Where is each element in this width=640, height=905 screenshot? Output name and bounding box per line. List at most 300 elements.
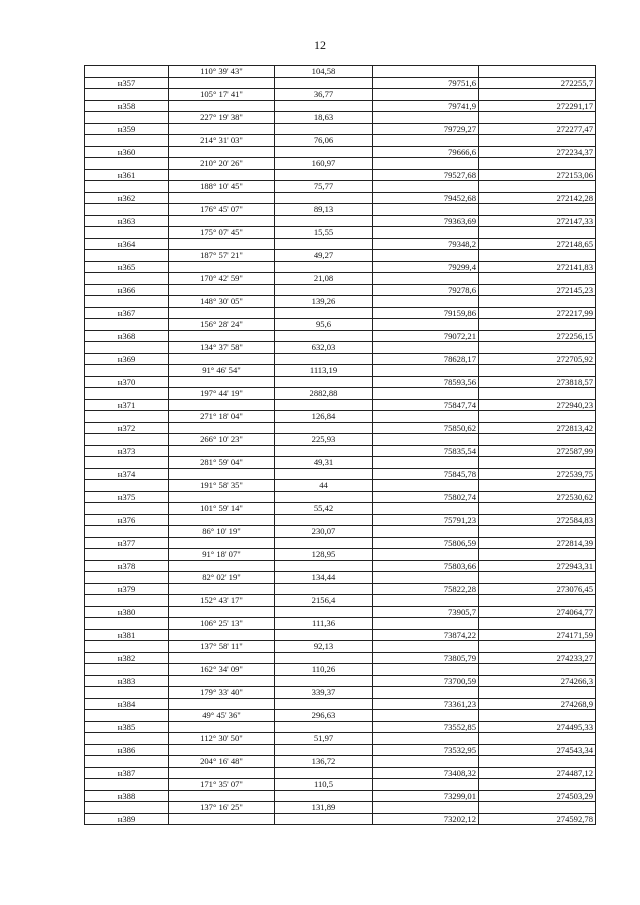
y-coordinate-cell: 272813,42 — [479, 422, 596, 434]
y-coordinate-cell: 272217,99 — [479, 307, 596, 319]
table-row — [85, 802, 596, 814]
direction-angle-cell: 271° 18' 04" — [169, 411, 275, 423]
point-id-cell — [85, 733, 169, 745]
x-coordinate-cell — [373, 641, 479, 653]
x-coordinate-cell: 75850,62 — [373, 422, 479, 434]
segment-length-cell: 44 — [275, 480, 373, 492]
point-id-cell — [85, 434, 169, 446]
point-id-cell: н366 — [85, 284, 169, 296]
x-coordinate-cell — [373, 710, 479, 722]
point-id-cell — [85, 388, 169, 400]
point-id-cell — [85, 687, 169, 699]
table-row — [85, 664, 596, 676]
point-id-cell — [85, 802, 169, 814]
y-coordinate-cell — [479, 204, 596, 216]
table-row — [85, 641, 596, 653]
table-row — [85, 595, 596, 607]
table-row — [85, 158, 596, 170]
point-id-cell — [85, 342, 169, 354]
point-id-cell: н365 — [85, 261, 169, 273]
segment-length-cell: 110,26 — [275, 664, 373, 676]
table-row — [85, 549, 596, 561]
segment-length-cell: 230,07 — [275, 526, 373, 538]
y-coordinate-cell: 272142,28 — [479, 192, 596, 204]
direction-angle-cell — [169, 445, 275, 457]
y-coordinate-cell: 272153,06 — [479, 169, 596, 181]
x-coordinate-cell: 79363,69 — [373, 215, 479, 227]
direction-angle-cell: 82° 02' 19" — [169, 572, 275, 584]
x-coordinate-cell: 79299,4 — [373, 261, 479, 273]
y-coordinate-cell: 272584,83 — [479, 514, 596, 526]
y-coordinate-cell — [479, 296, 596, 308]
segment-length-cell — [275, 744, 373, 756]
direction-angle-cell — [169, 629, 275, 641]
x-coordinate-cell — [373, 434, 479, 446]
point-id-cell: н378 — [85, 560, 169, 572]
segment-length-cell: 160,97 — [275, 158, 373, 170]
table-row — [85, 710, 596, 722]
x-coordinate-cell: 73361,23 — [373, 698, 479, 710]
segment-length-cell: 104,58 — [275, 66, 373, 78]
segment-length-cell: 296,63 — [275, 710, 373, 722]
direction-angle-cell — [169, 146, 275, 158]
direction-angle-cell: 49° 45' 36" — [169, 710, 275, 722]
table-row — [85, 399, 596, 411]
point-id-cell: н369 — [85, 353, 169, 365]
point-id-cell: н364 — [85, 238, 169, 250]
x-coordinate-cell — [373, 457, 479, 469]
direction-angle-cell: 214° 31' 03" — [169, 135, 275, 147]
segment-length-cell: 75,77 — [275, 181, 373, 193]
table-row — [85, 204, 596, 216]
y-coordinate-cell: 274592,78 — [479, 813, 596, 825]
direction-angle-cell — [169, 238, 275, 250]
segment-length-cell — [275, 606, 373, 618]
direction-angle-cell — [169, 261, 275, 273]
table-row — [85, 261, 596, 273]
segment-length-cell — [275, 560, 373, 572]
segment-length-cell: 136,72 — [275, 756, 373, 768]
x-coordinate-cell: 75845,78 — [373, 468, 479, 480]
y-coordinate-cell — [479, 181, 596, 193]
table-row — [85, 146, 596, 158]
x-coordinate-cell: 79159,86 — [373, 307, 479, 319]
table-row — [85, 215, 596, 227]
x-coordinate-cell — [373, 388, 479, 400]
direction-angle-cell: 188° 10' 45" — [169, 181, 275, 193]
point-id-cell — [85, 756, 169, 768]
x-coordinate-cell: 79729,27 — [373, 123, 479, 135]
x-coordinate-cell: 75835,54 — [373, 445, 479, 457]
direction-angle-cell — [169, 123, 275, 135]
x-coordinate-cell: 75847,74 — [373, 399, 479, 411]
direction-angle-cell: 191° 58' 35" — [169, 480, 275, 492]
x-coordinate-cell: 75803,66 — [373, 560, 479, 572]
point-id-cell: н372 — [85, 422, 169, 434]
point-id-cell — [85, 526, 169, 538]
table-row — [85, 779, 596, 791]
table-row — [85, 112, 596, 124]
x-coordinate-cell — [373, 503, 479, 515]
point-id-cell — [85, 457, 169, 469]
segment-length-cell: 49,31 — [275, 457, 373, 469]
direction-angle-cell — [169, 192, 275, 204]
direction-angle-cell: 112° 30' 50" — [169, 733, 275, 745]
table-row — [85, 560, 596, 572]
x-coordinate-cell — [373, 273, 479, 285]
y-coordinate-cell — [479, 595, 596, 607]
segment-length-cell: 76,06 — [275, 135, 373, 147]
direction-angle-cell — [169, 675, 275, 687]
x-coordinate-cell — [373, 480, 479, 492]
point-id-cell — [85, 250, 169, 262]
table-row — [85, 330, 596, 342]
table-row — [85, 652, 596, 664]
y-coordinate-cell: 274487,12 — [479, 767, 596, 779]
x-coordinate-cell: 78628,17 — [373, 353, 479, 365]
direction-angle-cell — [169, 422, 275, 434]
y-coordinate-cell: 274503,29 — [479, 790, 596, 802]
point-id-cell: н357 — [85, 77, 169, 89]
segment-length-cell: 2156,4 — [275, 595, 373, 607]
table-row — [85, 687, 596, 699]
direction-angle-cell: 91° 18' 07" — [169, 549, 275, 561]
direction-angle-cell: 179° 33' 40" — [169, 687, 275, 699]
table-row — [85, 411, 596, 423]
point-id-cell — [85, 572, 169, 584]
x-coordinate-cell: 73805,79 — [373, 652, 479, 664]
y-coordinate-cell: 272530,62 — [479, 491, 596, 503]
y-coordinate-cell: 272145,23 — [479, 284, 596, 296]
segment-length-cell: 632,03 — [275, 342, 373, 354]
segment-length-cell — [275, 77, 373, 89]
x-coordinate-cell — [373, 319, 479, 331]
y-coordinate-cell: 272255,7 — [479, 77, 596, 89]
segment-length-cell: 139,26 — [275, 296, 373, 308]
y-coordinate-cell — [479, 273, 596, 285]
segment-length-cell — [275, 261, 373, 273]
x-coordinate-cell — [373, 756, 479, 768]
point-id-cell: н375 — [85, 491, 169, 503]
y-coordinate-cell: 272943,31 — [479, 560, 596, 572]
table-row — [85, 434, 596, 446]
table-row — [85, 342, 596, 354]
segment-length-cell: 36,77 — [275, 89, 373, 101]
x-coordinate-cell — [373, 342, 479, 354]
segment-length-cell: 89,13 — [275, 204, 373, 216]
segment-length-cell — [275, 468, 373, 480]
direction-angle-cell: 204° 16' 48" — [169, 756, 275, 768]
direction-angle-cell — [169, 790, 275, 802]
x-coordinate-cell: 75822,28 — [373, 583, 479, 595]
y-coordinate-cell — [479, 687, 596, 699]
table-row — [85, 756, 596, 768]
table-row — [85, 89, 596, 101]
segment-length-cell: 95,6 — [275, 319, 373, 331]
segment-length-cell: 2882,88 — [275, 388, 373, 400]
table-row — [85, 733, 596, 745]
x-coordinate-cell — [373, 365, 479, 377]
point-id-cell — [85, 89, 169, 101]
segment-length-cell: 339,37 — [275, 687, 373, 699]
segment-length-cell — [275, 583, 373, 595]
y-coordinate-cell: 272148,65 — [479, 238, 596, 250]
x-coordinate-cell — [373, 618, 479, 630]
point-id-cell — [85, 480, 169, 492]
x-coordinate-cell — [373, 89, 479, 101]
direction-angle-cell — [169, 353, 275, 365]
point-id-cell — [85, 158, 169, 170]
segment-length-cell — [275, 307, 373, 319]
point-id-cell: н388 — [85, 790, 169, 802]
y-coordinate-cell: 272940,23 — [479, 399, 596, 411]
segment-length-cell: 55,42 — [275, 503, 373, 515]
y-coordinate-cell — [479, 733, 596, 745]
x-coordinate-cell: 79072,21 — [373, 330, 479, 342]
point-id-cell: н381 — [85, 629, 169, 641]
segment-length-cell — [275, 698, 373, 710]
direction-angle-cell: 197° 44' 19" — [169, 388, 275, 400]
segment-length-cell: 18,63 — [275, 112, 373, 124]
y-coordinate-cell: 272141,83 — [479, 261, 596, 273]
coordinates-table-body — [85, 66, 596, 825]
direction-angle-cell — [169, 606, 275, 618]
y-coordinate-cell — [479, 526, 596, 538]
table-row — [85, 503, 596, 515]
y-coordinate-cell: 274268,9 — [479, 698, 596, 710]
y-coordinate-cell — [479, 89, 596, 101]
point-id-cell — [85, 710, 169, 722]
segment-length-cell — [275, 192, 373, 204]
point-id-cell: н376 — [85, 514, 169, 526]
point-id-cell — [85, 618, 169, 630]
direction-angle-cell: 227° 19' 38" — [169, 112, 275, 124]
y-coordinate-cell: 272705,92 — [479, 353, 596, 365]
y-coordinate-cell — [479, 434, 596, 446]
point-id-cell — [85, 641, 169, 653]
y-coordinate-cell — [479, 227, 596, 239]
direction-angle-cell: 86° 10' 19" — [169, 526, 275, 538]
point-id-cell — [85, 112, 169, 124]
table-row — [85, 606, 596, 618]
x-coordinate-cell — [373, 135, 479, 147]
y-coordinate-cell — [479, 710, 596, 722]
y-coordinate-cell: 272234,37 — [479, 146, 596, 158]
segment-length-cell — [275, 376, 373, 388]
x-coordinate-cell — [373, 733, 479, 745]
x-coordinate-cell: 73408,32 — [373, 767, 479, 779]
x-coordinate-cell — [373, 181, 479, 193]
table-row — [85, 514, 596, 526]
segment-length-cell: 51,97 — [275, 733, 373, 745]
direction-angle-cell: 187° 57' 21" — [169, 250, 275, 262]
y-coordinate-cell — [479, 664, 596, 676]
x-coordinate-cell — [373, 687, 479, 699]
segment-length-cell — [275, 215, 373, 227]
direction-angle-cell — [169, 813, 275, 825]
table-row — [85, 480, 596, 492]
point-id-cell — [85, 549, 169, 561]
y-coordinate-cell: 274171,59 — [479, 629, 596, 641]
y-coordinate-cell — [479, 66, 596, 78]
segment-length-cell: 126,84 — [275, 411, 373, 423]
point-id-cell: н389 — [85, 813, 169, 825]
segment-length-cell — [275, 100, 373, 112]
segment-length-cell: 15,55 — [275, 227, 373, 239]
x-coordinate-cell — [373, 779, 479, 791]
segment-length-cell — [275, 399, 373, 411]
y-coordinate-cell — [479, 135, 596, 147]
table-row — [85, 698, 596, 710]
segment-length-cell — [275, 353, 373, 365]
direction-angle-cell — [169, 491, 275, 503]
table-row — [85, 629, 596, 641]
x-coordinate-cell — [373, 66, 479, 78]
y-coordinate-cell — [479, 411, 596, 423]
segment-length-cell — [275, 123, 373, 135]
point-id-cell: н362 — [85, 192, 169, 204]
y-coordinate-cell — [479, 365, 596, 377]
point-id-cell: н363 — [85, 215, 169, 227]
direction-angle-cell: 105° 17' 41" — [169, 89, 275, 101]
y-coordinate-cell — [479, 641, 596, 653]
x-coordinate-cell — [373, 572, 479, 584]
y-coordinate-cell: 272147,33 — [479, 215, 596, 227]
y-coordinate-cell — [479, 388, 596, 400]
x-coordinate-cell: 73874,22 — [373, 629, 479, 641]
point-id-cell: н371 — [85, 399, 169, 411]
point-id-cell: н383 — [85, 675, 169, 687]
point-id-cell — [85, 319, 169, 331]
table-row — [85, 388, 596, 400]
direction-angle-cell: 148° 30' 05" — [169, 296, 275, 308]
y-coordinate-cell — [479, 802, 596, 814]
table-row — [85, 744, 596, 756]
table-row — [85, 66, 596, 78]
segment-length-cell: 21,08 — [275, 273, 373, 285]
direction-angle-cell — [169, 721, 275, 733]
direction-angle-cell — [169, 215, 275, 227]
direction-angle-cell — [169, 77, 275, 89]
table-row — [85, 353, 596, 365]
x-coordinate-cell — [373, 112, 479, 124]
segment-length-cell — [275, 813, 373, 825]
y-coordinate-cell — [479, 572, 596, 584]
point-id-cell: н387 — [85, 767, 169, 779]
x-coordinate-cell: 75802,74 — [373, 491, 479, 503]
x-coordinate-cell — [373, 549, 479, 561]
point-id-cell — [85, 227, 169, 239]
direction-angle-cell — [169, 376, 275, 388]
point-id-cell — [85, 595, 169, 607]
x-coordinate-cell: 73202,12 — [373, 813, 479, 825]
table-row — [85, 181, 596, 193]
point-id-cell — [85, 66, 169, 78]
segment-length-cell — [275, 146, 373, 158]
direction-angle-cell — [169, 767, 275, 779]
point-id-cell: н370 — [85, 376, 169, 388]
y-coordinate-cell: 274233,27 — [479, 652, 596, 664]
point-id-cell — [85, 503, 169, 515]
table-row — [85, 468, 596, 480]
y-coordinate-cell: 274266,3 — [479, 675, 596, 687]
y-coordinate-cell: 272539,75 — [479, 468, 596, 480]
direction-angle-cell — [169, 307, 275, 319]
y-coordinate-cell: 273818,57 — [479, 376, 596, 388]
point-id-cell: н373 — [85, 445, 169, 457]
table-row — [85, 618, 596, 630]
x-coordinate-cell: 79741,9 — [373, 100, 479, 112]
direction-angle-cell — [169, 468, 275, 480]
segment-length-cell — [275, 790, 373, 802]
direction-angle-cell — [169, 698, 275, 710]
direction-angle-cell — [169, 537, 275, 549]
point-id-cell: н380 — [85, 606, 169, 618]
x-coordinate-cell: 79452,68 — [373, 192, 479, 204]
direction-angle-cell: 176° 45' 07" — [169, 204, 275, 216]
x-coordinate-cell: 78593,56 — [373, 376, 479, 388]
point-id-cell — [85, 181, 169, 193]
table-row — [85, 169, 596, 181]
x-coordinate-cell — [373, 664, 479, 676]
y-coordinate-cell — [479, 503, 596, 515]
point-id-cell — [85, 365, 169, 377]
segment-length-cell — [275, 675, 373, 687]
x-coordinate-cell — [373, 526, 479, 538]
direction-angle-cell — [169, 100, 275, 112]
point-id-cell: н386 — [85, 744, 169, 756]
x-coordinate-cell: 75791,23 — [373, 514, 479, 526]
x-coordinate-cell — [373, 204, 479, 216]
table-row — [85, 365, 596, 377]
segment-length-cell: 92,13 — [275, 641, 373, 653]
y-coordinate-cell — [479, 756, 596, 768]
table-row — [85, 77, 596, 89]
table-row — [85, 192, 596, 204]
segment-length-cell: 128,95 — [275, 549, 373, 561]
table-row — [85, 583, 596, 595]
table-row — [85, 273, 596, 285]
x-coordinate-cell: 79751,6 — [373, 77, 479, 89]
direction-angle-cell: 101° 59' 14" — [169, 503, 275, 515]
segment-length-cell — [275, 652, 373, 664]
point-id-cell — [85, 135, 169, 147]
y-coordinate-cell — [479, 250, 596, 262]
point-id-cell: н385 — [85, 721, 169, 733]
x-coordinate-cell — [373, 158, 479, 170]
y-coordinate-cell — [479, 549, 596, 561]
direction-angle-cell — [169, 514, 275, 526]
table-row — [85, 422, 596, 434]
direction-angle-cell: 137° 16' 25" — [169, 802, 275, 814]
point-id-cell — [85, 273, 169, 285]
direction-angle-cell: 170° 42' 59" — [169, 273, 275, 285]
table-row — [85, 307, 596, 319]
segment-length-cell — [275, 330, 373, 342]
segment-length-cell — [275, 422, 373, 434]
x-coordinate-cell: 73532,95 — [373, 744, 479, 756]
table-row — [85, 296, 596, 308]
point-id-cell — [85, 296, 169, 308]
y-coordinate-cell — [479, 158, 596, 170]
table-row — [85, 572, 596, 584]
x-coordinate-cell: 79527,68 — [373, 169, 479, 181]
y-coordinate-cell: 273076,45 — [479, 583, 596, 595]
segment-length-cell — [275, 284, 373, 296]
direction-angle-cell: 281° 59' 04" — [169, 457, 275, 469]
x-coordinate-cell: 73552,85 — [373, 721, 479, 733]
point-id-cell: н358 — [85, 100, 169, 112]
